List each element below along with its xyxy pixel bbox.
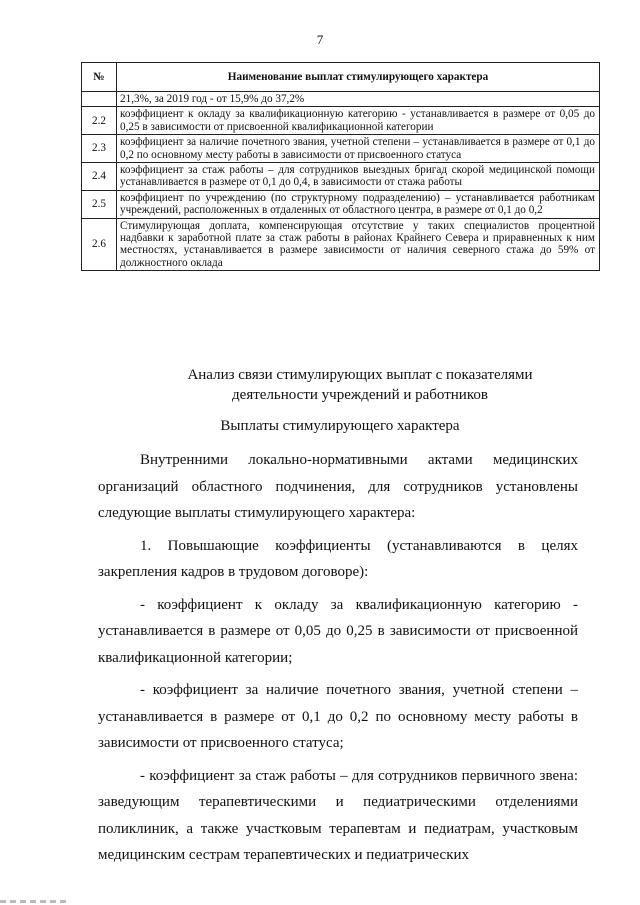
row-text: коэффициент по учреждению (по структурному подразделению) – устанавливается работникам учреждений, расположенных в отдаленных от областного центра, в размере от 0,1 до 0,2 bbox=[117, 190, 600, 218]
table-row bbox=[82, 92, 600, 107]
row-number: 2.3 bbox=[82, 135, 117, 163]
table-row bbox=[82, 107, 600, 135]
paragraph: - коэффициент к окладу за квалификационную категорию - устанавливается в размере от 0,05 до 0,25 в зависимости от присвоенной квалификационной категории; bbox=[98, 596, 578, 666]
row-text: коэффициент за наличие почетного звания, учетной степени – устанавливается в размере от 0,1 до 0,2 по основному месту работы в зависимости от присвоенного статуса bbox=[117, 135, 600, 163]
table-row bbox=[82, 190, 600, 218]
paragraph: - коэффициент за наличие почетного звания, учетной степени – устанавливается в размере от 0,1 до 0,2 по основному месту работы в зависимости от присвоенного статуса; bbox=[98, 682, 578, 751]
table-row bbox=[82, 218, 600, 271]
scan-edge-mark bbox=[0, 900, 70, 903]
row-text: Стимулирующая доплата, компенсирующая отсутствие у таких специалистов процентной надбавки к заработной плате за стаж работы в районах Крайнего Севера и приравненных к ним местностях, устанавливается в размере зависимости от наличия северного стажа до 59% от должностного оклада bbox=[117, 218, 600, 271]
row-text: коэффициент к окладу за квалификационную категорию - устанавливается в размере от 0,05 до 0,25 в зависимости от присвоенной квалификационной категории bbox=[117, 107, 600, 135]
table-header-row bbox=[82, 63, 600, 92]
section-heading-line-1: Анализ связи стимулирующих выплат с показателями bbox=[187, 367, 533, 383]
row-text: 21,3%, за 2019 год - от 15,9% до 37,2% bbox=[117, 92, 600, 107]
section-heading-line-2: деятельности учреждений и работников bbox=[232, 387, 488, 403]
page-number: 7 bbox=[316, 32, 324, 47]
column-header-number: № bbox=[82, 63, 117, 92]
paragraph: - коэффициент за стаж работы – для сотрудников первичного звена: заведующим терапевтическими и педиатрическими отделениями поликлиник, а также участковым терапевтам и педиатрам, участковым медицинским сестрам терапевтических и педиатрических bbox=[98, 767, 578, 863]
paragraph: Внутренними локально-нормативными актами медицинских организаций областного подчинения, для сотрудников установлены следующие выплаты стимулирующего характера: bbox=[98, 452, 578, 521]
payments-table bbox=[81, 62, 600, 271]
row-text: коэффициент за стаж работы – для сотрудников выездных бригад скорой медицинской помощи устанавливается в размере от 0,1 до 0,4, в зависимости от стажа работы bbox=[117, 163, 600, 191]
table-row bbox=[82, 163, 600, 191]
section-heading-analysis bbox=[110, 365, 610, 405]
row-number: 2.4 bbox=[82, 163, 117, 191]
table-row bbox=[82, 135, 600, 163]
column-header-name: Наименование выплат стимулирующего характера bbox=[117, 63, 600, 92]
row-number: 2.6 bbox=[82, 218, 117, 271]
row-number bbox=[82, 92, 117, 107]
row-number: 2.2 bbox=[82, 107, 117, 135]
paragraph: 1. Повышающие коэффициенты (устанавливаются в целях закрепления кадров в трудовом договоре): bbox=[98, 537, 578, 580]
row-number: 2.5 bbox=[82, 190, 117, 218]
body-text bbox=[98, 447, 578, 875]
section-heading-payments: Выплаты стимулирующего характера bbox=[220, 418, 460, 434]
